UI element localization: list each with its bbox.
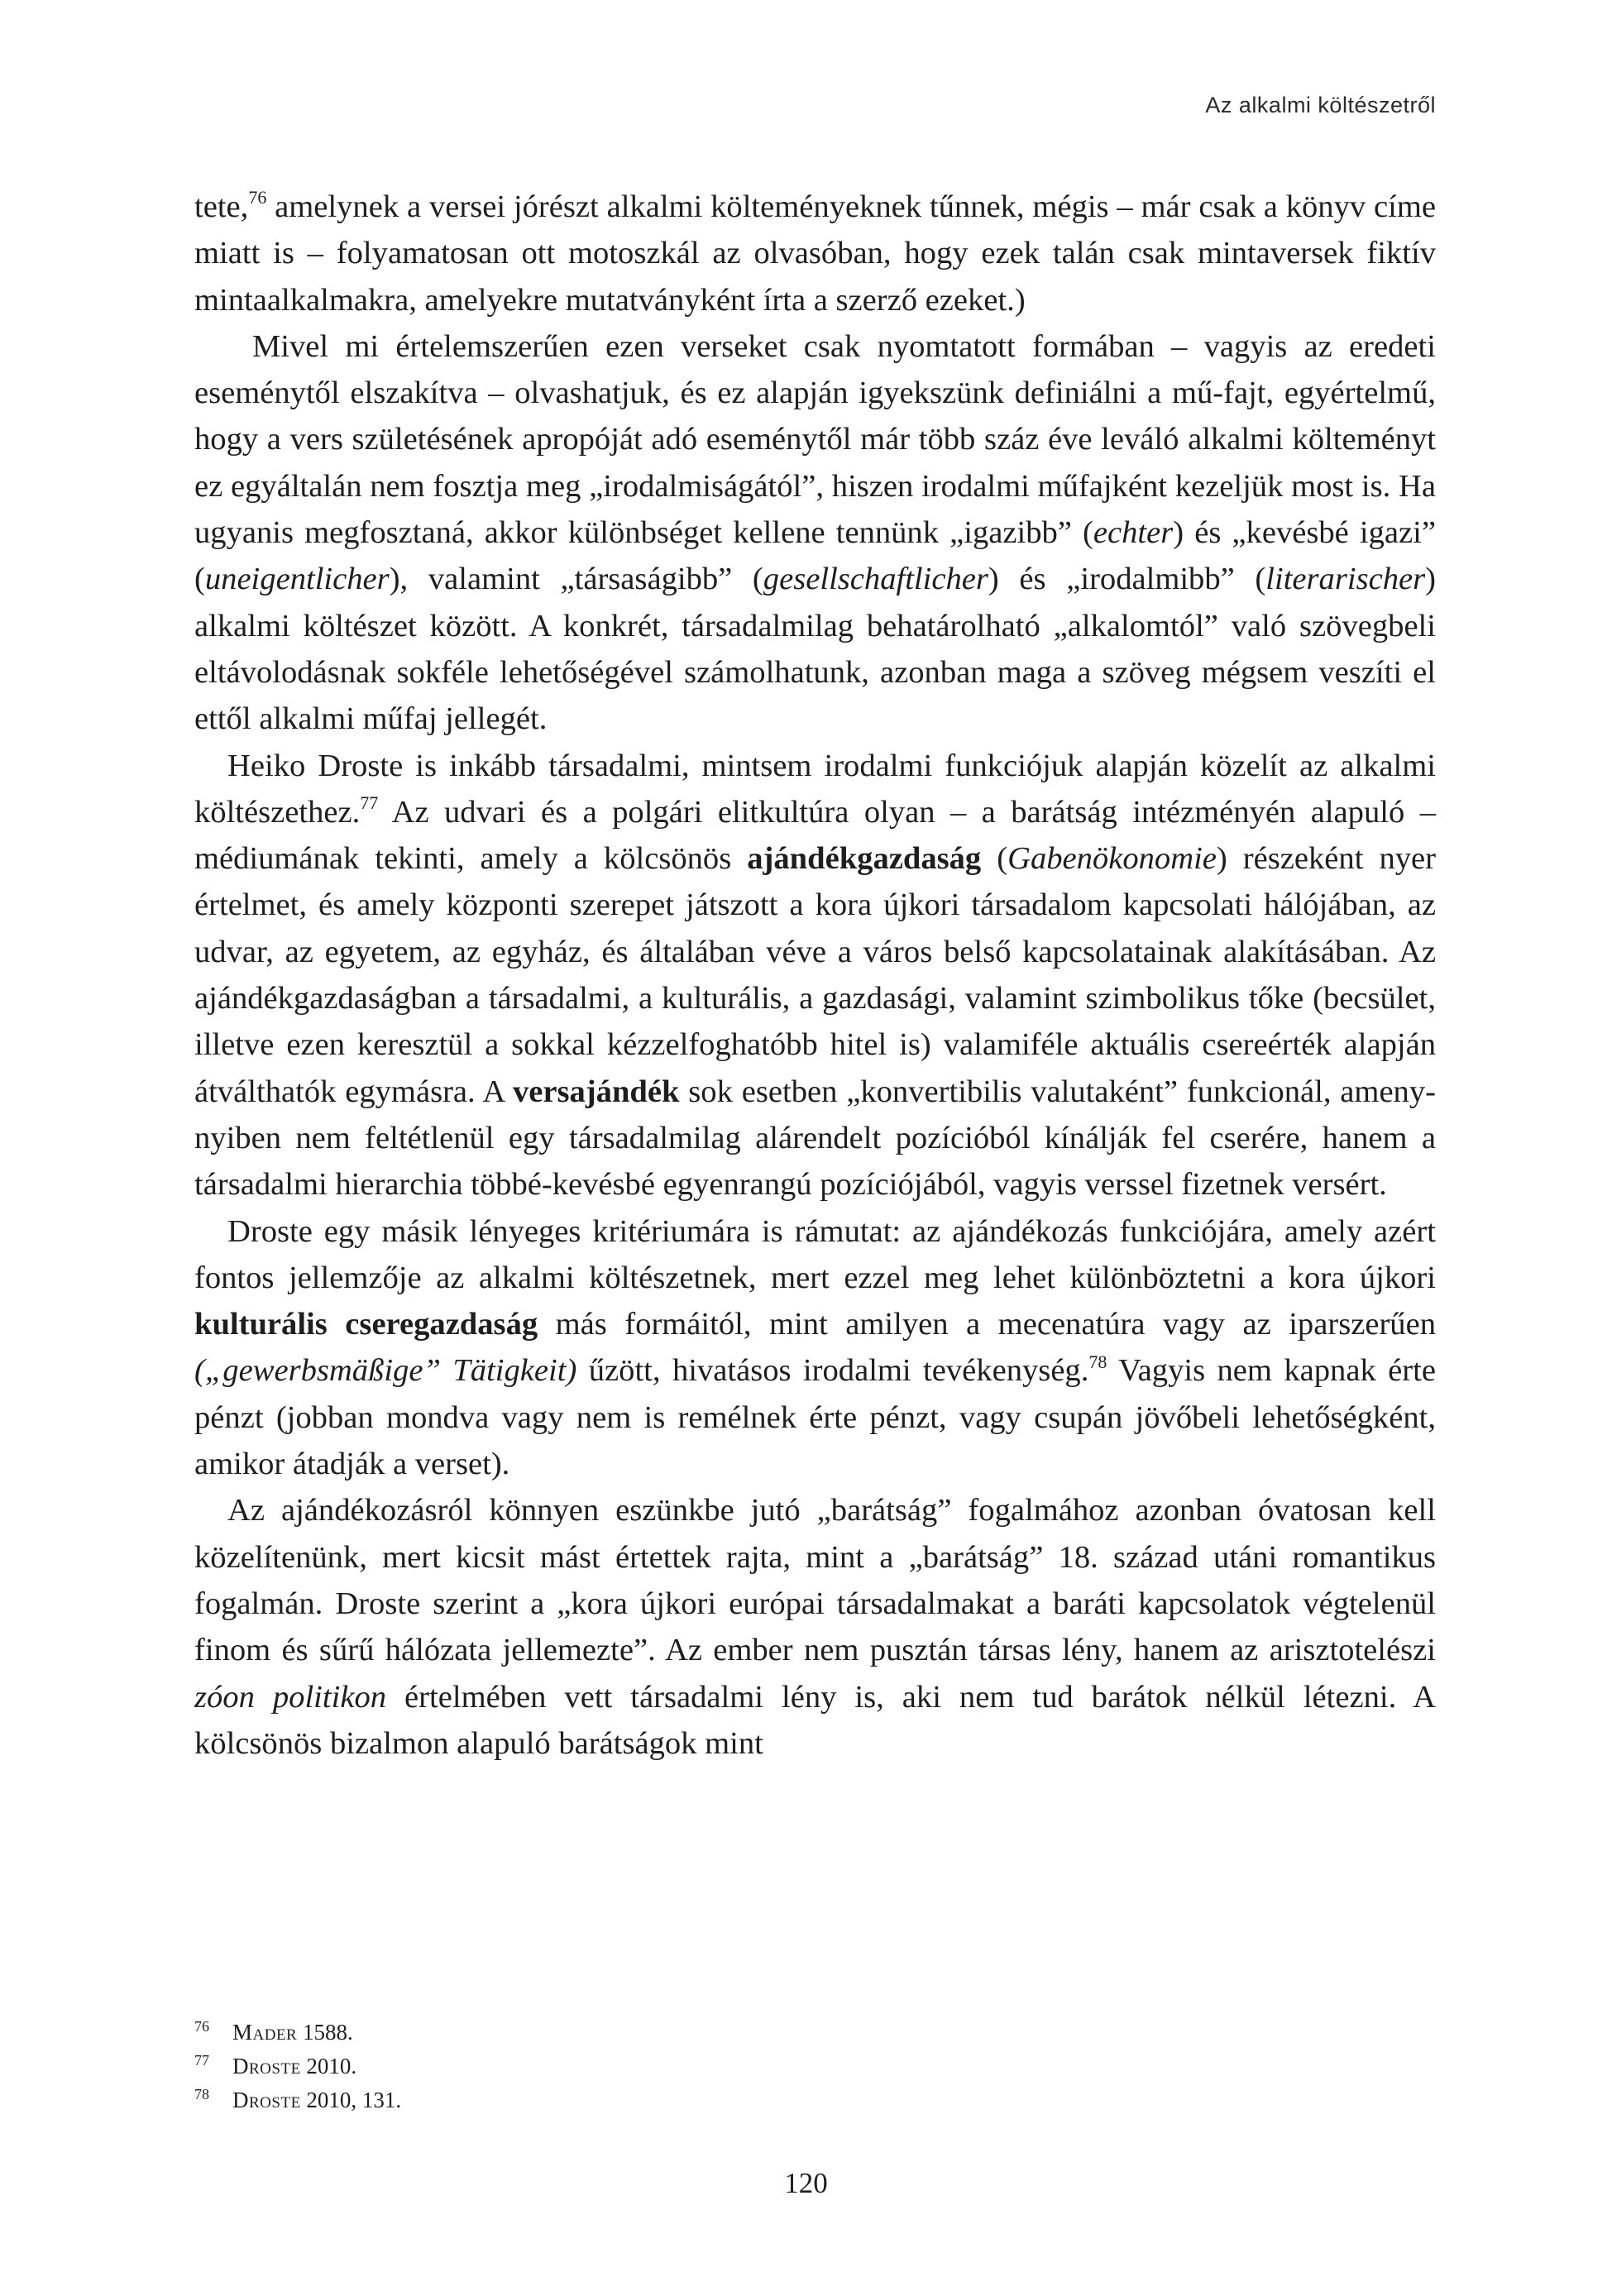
italic-term: echter	[1093, 515, 1174, 551]
text-run: más formáitól, mint amilyen a mecenatúra vagy az iparszerűen	[538, 1307, 1436, 1342]
text-run: ) és „irodalmibb” (	[988, 562, 1266, 597]
text-run: Mivel mi értelemszerűen ezen verseket csak nyomtatott formában – vagyis az eredeti eseménytől elszakítva – olvashatjuk, és ez alapján igyekszünk definiálni a mű-fajt, egyértelmű, hogy a vers születésének apropóját adó eseménytől már több száz éve leváló alkalmi költeményt ez egyáltalán nem fosztja meg „irodalmiságától”, hiszen irodalmi műfajként kezeljük most is. Ha ugyanis megfosztaná, akkor különbséget kellene tennünk „igazibb” (	[194, 328, 1436, 551]
italic-term: gesellschaftlicher	[763, 562, 988, 597]
text-run: ) részeként nyer értelmet, és amely központi szerepet játszott a kora újkori társadalom kapcsolati hálójában, az udvar, az egyetem, az egyház, és általában véve a város belső kapcsolatainak alakításában. Az ajándékgazdaságban a társadalmi, a kulturális, a gazdasági, valamint szimbolikus tőke (becsület, illetve ezen keresztül a sokkal kézzelfoghatóbb hitel is) valamiféle aktuális csereérték alapján átválthatók egymásra. A	[194, 841, 1436, 1109]
text-run: értelmében vett társadalmi lény is, aki nem tud barátok nélkül létezni. A kölcsönös bizalmon alapuló barátságok mint	[194, 1679, 1436, 1761]
footnotes	[194, 2016, 1436, 2118]
footnote-number: 77	[194, 2052, 209, 2069]
text-run: Vagyis nem kapnak érte pénzt (jobban mondva vagy nem is remélnek érte pénzt, vagy csupán jövőbeli lehetőségként, amikor átadják a verset).	[194, 1353, 1436, 1482]
text-run: űzött, hivatásos irodalmi tevékenység.	[576, 1353, 1089, 1389]
bold-term: ajándékgazdaság	[747, 841, 982, 877]
footnote	[194, 2084, 1436, 2118]
footnote-number: 78	[194, 2086, 209, 2102]
running-head: Az alkalmi költészetről	[1205, 93, 1436, 117]
footnote-citation: 2010.	[300, 2054, 357, 2078]
footnote-ref: 76	[248, 187, 267, 208]
footnote-author: Droste	[232, 2054, 301, 2078]
footnote-author: Droste	[232, 2088, 301, 2112]
footnote-author: Mader	[232, 2020, 298, 2045]
paragraph	[194, 1487, 1436, 1767]
italic-term: Gabenökonomie	[1007, 841, 1217, 877]
footnote	[194, 2050, 1436, 2084]
text-run: sok esetben „konvertibilis valutaként” funkcionál, amenynyiben nem feltétlenül egy társadalmilag alárendelt pozícióból kínálják fel cserére, hanem a társadalmi hierarchia többé-kevésbé egyenrangú pozíciójából, vagyis verssel fizetnek versért.	[194, 1074, 1436, 1203]
italic-term: literarischer	[1265, 562, 1426, 597]
text-run: ) és „kevésbé igazi” (	[194, 515, 1436, 597]
footnote-text	[232, 2084, 401, 2116]
text-run: Heiko Droste is inkább társadalmi, mintsem irodalmi funkciójuk alapján közelít az alkalmi költészethez.	[194, 748, 1436, 830]
footnote-text	[232, 2016, 353, 2048]
text-run: ), valamint „társaságibb” (	[389, 562, 763, 597]
paragraph	[194, 184, 1436, 323]
italic-term: uneigentlicher	[204, 562, 390, 597]
footnote-citation: 2010, 131.	[300, 2088, 402, 2112]
paragraph	[194, 323, 1436, 743]
paragraph	[194, 743, 1436, 1208]
text-run: ) alkalmi költészet között. A konkrét, társadalmilag behatárolható „alkalomtól” való szövegbeli eltávolodásnak sokféle lehetőségével számolhatunk, azonban maga a szöveg mégsem veszíti el ettől alkalmi műfaj jellegét.	[194, 562, 1436, 737]
footnote-text	[232, 2050, 356, 2082]
footnote-ref: 78	[1088, 1351, 1107, 1372]
bold-term: kulturális cseregazdaság	[194, 1307, 538, 1342]
bold-term: versajándék	[512, 1074, 680, 1109]
text-run: Droste egy másik lényeges kritériumára is rámutat: az ajándékozás funkciójára, amely azért fontos jellemzője az alkalmi költészetnek, mert ezzel meg lehet különböztetni a kora újkori	[194, 1213, 1436, 1295]
paragraph	[194, 1208, 1436, 1488]
text-run: (	[981, 841, 1008, 877]
text-run: Az ajándékozásról könnyen eszünkbe jutó „barátság” fogalmához azonban óvatosan kell közelítenünk, mert kicsit mást értettek rajta, mint a „barátság” 18. század utáni romantikus fogalmán. Droste szerint a „kora újkori európai társadalmakat a baráti kapcsolatok végtelenül finom és sűrű hálózata jellemezte”. Az ember nem pusztán társas lény, hanem az arisztotelészi	[194, 1493, 1436, 1668]
footnote-number: 76	[194, 2018, 209, 2035]
footnote	[194, 2016, 1436, 2050]
footnote-ref: 77	[360, 792, 379, 813]
text-run: Az udvari és a polgári elitkultúra olyan – a barátság intézményén alapuló – médiumának tekinti, amely a kölcsönös	[194, 794, 1436, 877]
text-run: tete,	[194, 189, 249, 224]
body-text	[194, 184, 1436, 1767]
text-run: amelynek a versei jórészt alkalmi költeményeknek tűnnek, mégis – már csak a könyv címe miatt is – folyamatosan ott motoszkál az olvasóban, hogy ezek talán csak mintaversek fiktív mintaalkalmakra, amelyekre mutatványként írta a szerző ezeket.)	[194, 189, 1436, 318]
italic-term: („gewerbsmäßige” Tätigkeit)	[194, 1353, 577, 1389]
italic-term: zóon politikon	[194, 1679, 387, 1715]
page-number: 120	[784, 2167, 828, 2199]
footnote-citation: 1588.	[297, 2020, 353, 2045]
